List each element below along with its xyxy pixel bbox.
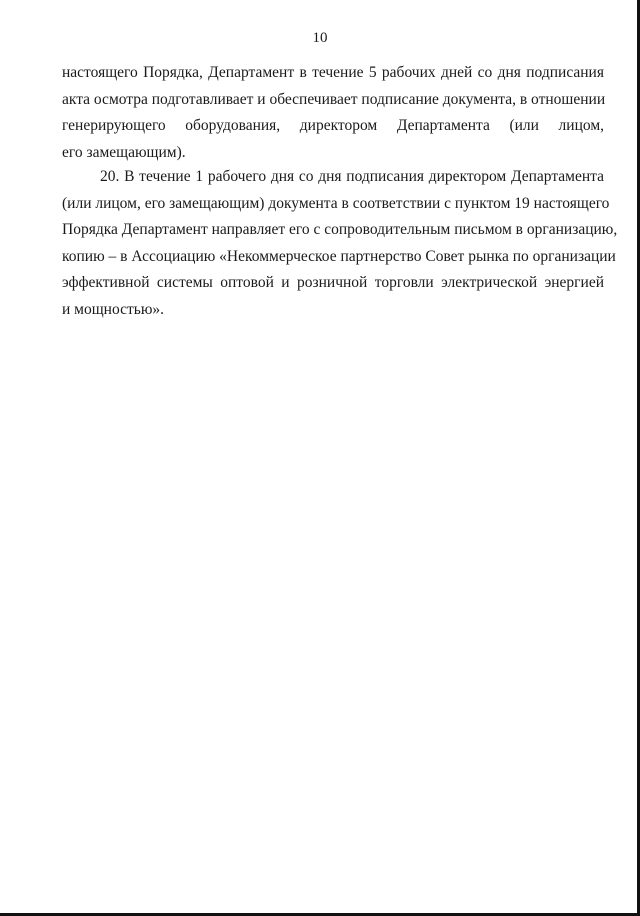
text-line: Порядка Департамент направляет его с сопроводительным письмом в организацию, <box>62 221 618 238</box>
text-line: его замещающим). <box>62 143 186 161</box>
text-line: и мощностью». <box>62 300 165 318</box>
text-line: настоящего Порядка, Департамент в течение 5 рабочих дней со дня подписания <box>62 64 604 81</box>
paragraph-continued <box>62 60 604 166</box>
paragraph-20 <box>62 164 618 323</box>
text-line: копию – в Ассоциацию «Некоммерческое партнерство Совет рынка по организации <box>62 247 616 265</box>
text-line: 20. В течение 1 рабочего дня со дня подписания директором Департамента <box>100 168 604 185</box>
text-line: эффективной системы оптовой и розничной торговли электрической энергией <box>62 274 604 291</box>
text-line: генерирующего оборудования, директором Департамента (или лицом, <box>62 117 604 134</box>
text-line: (или лицом, его замещающим) документа в соответствии с пунктом 19 настоящего <box>62 194 610 212</box>
text-line: акта осмотра подготавливает и обеспечивает подписание документа, в отношении <box>62 90 606 108</box>
page-number: 10 <box>312 30 328 46</box>
